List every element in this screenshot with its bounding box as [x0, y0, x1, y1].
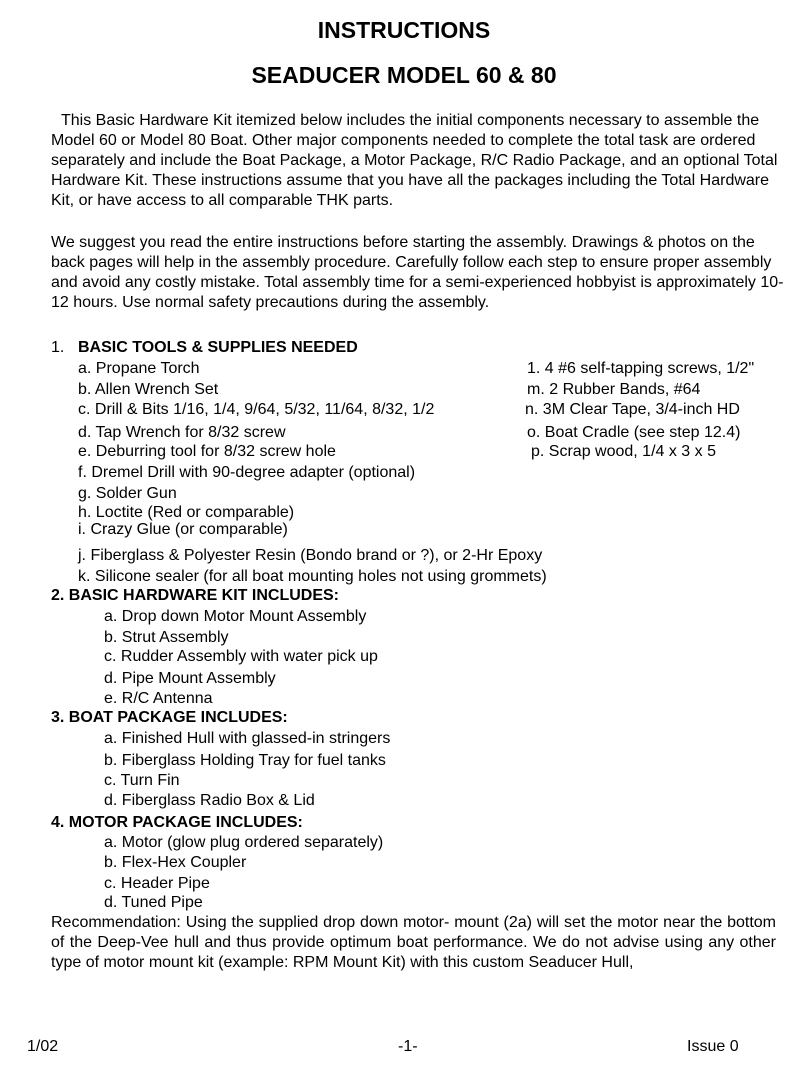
- list-item: a. Motor (glow plug ordered separately): [104, 834, 384, 851]
- section-number: 1.: [51, 339, 65, 356]
- section-heading: 2. BASIC HARDWARE KIT INCLUDES:: [51, 587, 340, 604]
- page-title: INSTRUCTIONS: [317, 17, 491, 43]
- list-item-right: m. 2 Rubber Bands, #64: [527, 381, 701, 398]
- list-item: d. Tap Wrench for 8/32 screw: [78, 424, 286, 441]
- list-item: c. Header Pipe: [104, 875, 210, 892]
- page-subtitle: SEADUCER MODEL 60 & 80: [251, 62, 557, 88]
- list-item: d. Tuned Pipe: [104, 894, 203, 911]
- list-item: b. Fiberglass Holding Tray for fuel tanks: [104, 752, 386, 769]
- list-item: a. Drop down Motor Mount Assembly: [104, 608, 367, 625]
- section-heading: 4. MOTOR PACKAGE INCLUDES:: [51, 814, 303, 831]
- list-item: a. Propane Torch: [78, 360, 200, 377]
- footer-date: 1/02: [27, 1038, 59, 1055]
- list-item-right: n. 3M Clear Tape, 3/4-inch HD: [525, 401, 740, 418]
- list-item: d. Pipe Mount Assembly: [104, 670, 276, 687]
- list-item: k. Silicone sealer (for all boat mounting holes not using grommets): [78, 568, 547, 585]
- list-item: c. Turn Fin: [104, 772, 180, 789]
- intro-paragraph: This Basic Hardware Kit itemized below includes the initial components necessary to assemble the Model 60 or Model 80 Boat. Other major components needed to complete the total task are ordered separately and include the Boat Package, a Motor Package, R/C Radio Package, and an optional Total Hardware Kit. These instructions assume that you have all the packages including the Total Hardware Kit, or have access to all comparable THK parts.: [51, 112, 778, 209]
- list-item: e. Deburring tool for 8/32 screw hole: [78, 443, 336, 460]
- list-item: i. Crazy Glue (or comparable): [78, 521, 288, 538]
- list-item: e. R/C Antenna: [104, 690, 213, 707]
- list-item: c. Drill & Bits 1/16, 1/4, 9/64, 5/32, 11/64, 8/32, 1/2: [78, 401, 435, 418]
- recommendation-paragraph: Recommendation: Using the supplied drop down motor- mount (2a) will set the motor near the bottom of the Deep-Vee hull and thus provide optimum boat performance. We do not advise using any other type of motor mount kit (example: RPM Mount Kit) with this custom Seaducer Hull,: [51, 914, 776, 971]
- list-item: b. Flex-Hex Coupler: [104, 854, 247, 871]
- list-item: j. Fiberglass & Polyester Resin (Bondo brand or ?), or 2-Hr Epoxy: [78, 547, 543, 564]
- list-item-right: 1. 4 #6 self-tapping screws, 1/2": [527, 360, 755, 377]
- section-heading: BASIC TOOLS & SUPPLIES NEEDED: [78, 339, 358, 356]
- intro-paragraph-2: We suggest you read the entire instructions before starting the assembly. Drawings & photos on the back pages will help in the assembly procedure. Carefully follow each step to ensure proper assembly and avoid any costly mistake. Total assembly time for a semi-experienced hobbyist is approximately 10-12 hours. Use normal safety precautions during the assembly.: [51, 234, 784, 311]
- list-item: d. Fiberglass Radio Box & Lid: [104, 792, 315, 809]
- list-item: f. Dremel Drill with 90-degree adapter (optional): [78, 464, 416, 481]
- footer-issue: Issue 0: [687, 1038, 739, 1055]
- list-item: b. Allen Wrench Set: [78, 381, 219, 398]
- list-item-right: o. Boat Cradle (see step 12.4): [527, 424, 741, 441]
- list-item: c. Rudder Assembly with water pick up: [104, 648, 378, 665]
- footer-page-number: -1-: [398, 1038, 418, 1055]
- list-item: b. Strut Assembly: [104, 629, 229, 646]
- list-item: h. Loctite (Red or comparable): [78, 504, 295, 521]
- list-item: a. Finished Hull with glassed-in stringers: [104, 730, 391, 747]
- section-heading: 3. BOAT PACKAGE INCLUDES:: [51, 709, 288, 726]
- list-item-right: p. Scrap wood, 1/4 x 3 x 5: [531, 443, 716, 460]
- list-item: g. Solder Gun: [78, 485, 177, 502]
